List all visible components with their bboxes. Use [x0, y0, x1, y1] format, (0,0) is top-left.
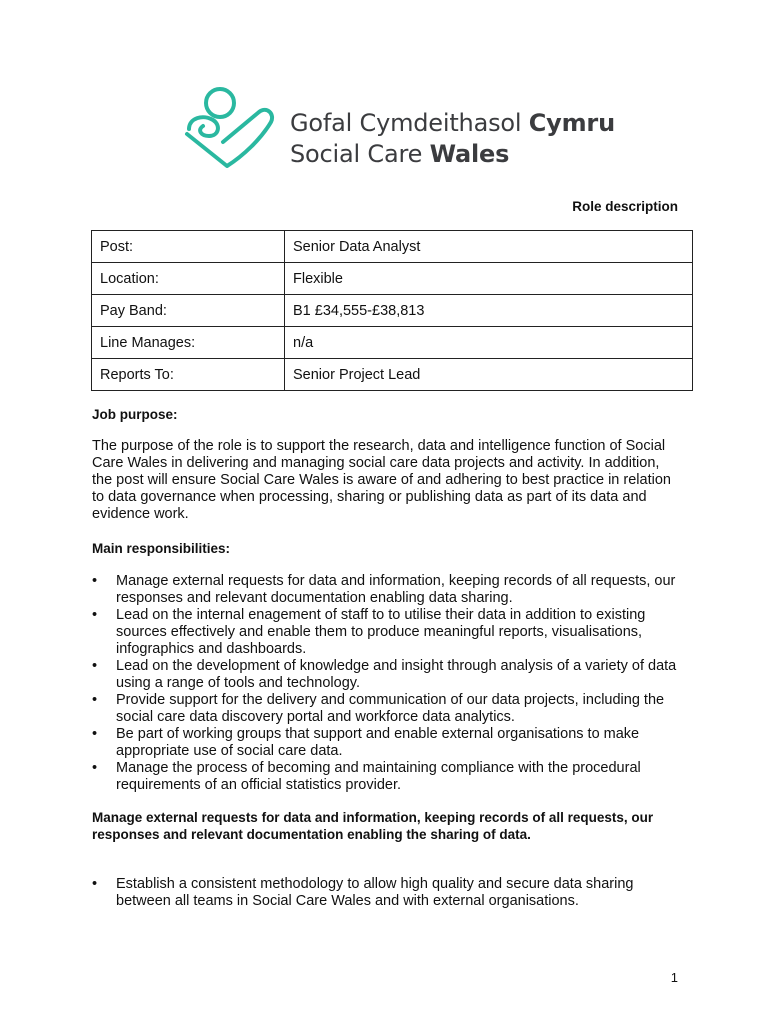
table-row: [92, 359, 693, 391]
page-number: 1: [670, 970, 678, 985]
info-value: n/a: [285, 327, 693, 359]
external-requests-heading: Manage external requests for data and information, keeping records of all requests, our responses and relevant documentation enabling the sharing of data.: [92, 810, 654, 842]
job-purpose-heading: Job purpose:: [92, 407, 178, 422]
info-label: Post:: [92, 231, 285, 263]
table-row: [92, 295, 693, 327]
logo: [183, 84, 643, 174]
info-label: Location:: [92, 263, 285, 295]
list-item: • Lead on the development of knowledge and insight through analysis of a variety of data using a range of tools and technology.: [92, 658, 682, 692]
logo-text-welsh: Gofal Cymdeithasol Cymru: [290, 109, 615, 137]
list-item: • Establish a consistent methodology to allow high quality and secure data sharing between all teams in Social Care Wales and with external organisations.: [92, 876, 682, 910]
table-row: [92, 231, 693, 263]
info-label: Reports To:: [92, 359, 285, 391]
job-purpose-text: The purpose of the role is to support the research, data and intelligence function of Social Care Wales in delivering and managing social care data projects and activity. In addition, the post will ensure Social Care Wales is aware of and adhering to best practice in relation to data governance when processing, sharing or publishing data as part of its data and evidence work.: [92, 438, 671, 522]
role-description-heading: Role description: [572, 199, 678, 214]
responsibilities-list: [92, 573, 682, 794]
logo-text-english: Social Care Wales: [290, 140, 510, 168]
info-value: Flexible: [285, 263, 693, 295]
table-row: [92, 263, 693, 295]
table-row: [92, 327, 693, 359]
info-value: B1 £34,555-£38,813: [285, 295, 693, 327]
info-label: Line Manages:: [92, 327, 285, 359]
list-item: • Manage external requests for data and information, keeping records of all requests, our responses and relevant documentation enabling data sharing.: [92, 573, 682, 607]
list-item: • Manage the process of becoming and maintaining compliance with the procedural requirements of an official statistics provider.: [92, 760, 682, 794]
info-value: Senior Data Analyst: [285, 231, 693, 263]
info-value: Senior Project Lead: [285, 359, 693, 391]
list-item: • Provide support for the delivery and communication of our data projects, including the social care data discovery portal and workforce data analytics.: [92, 692, 682, 726]
info-label: Pay Band:: [92, 295, 285, 327]
list-item: • Lead on the internal enagement of staff to to utilise their data in addition to existing sources effectively and enable them to produce meaningful reports, visualisations, infographics and dashboards.: [92, 607, 682, 658]
list-item: • Be part of working groups that support and enable external organisations to make appropriate use of social care data.: [92, 726, 682, 760]
social-care-wales-logo-icon: [183, 84, 283, 174]
role-info-table: [91, 230, 693, 391]
external-requests-list: [92, 876, 682, 910]
main-responsibilities-heading: Main responsibilities:: [92, 541, 231, 556]
